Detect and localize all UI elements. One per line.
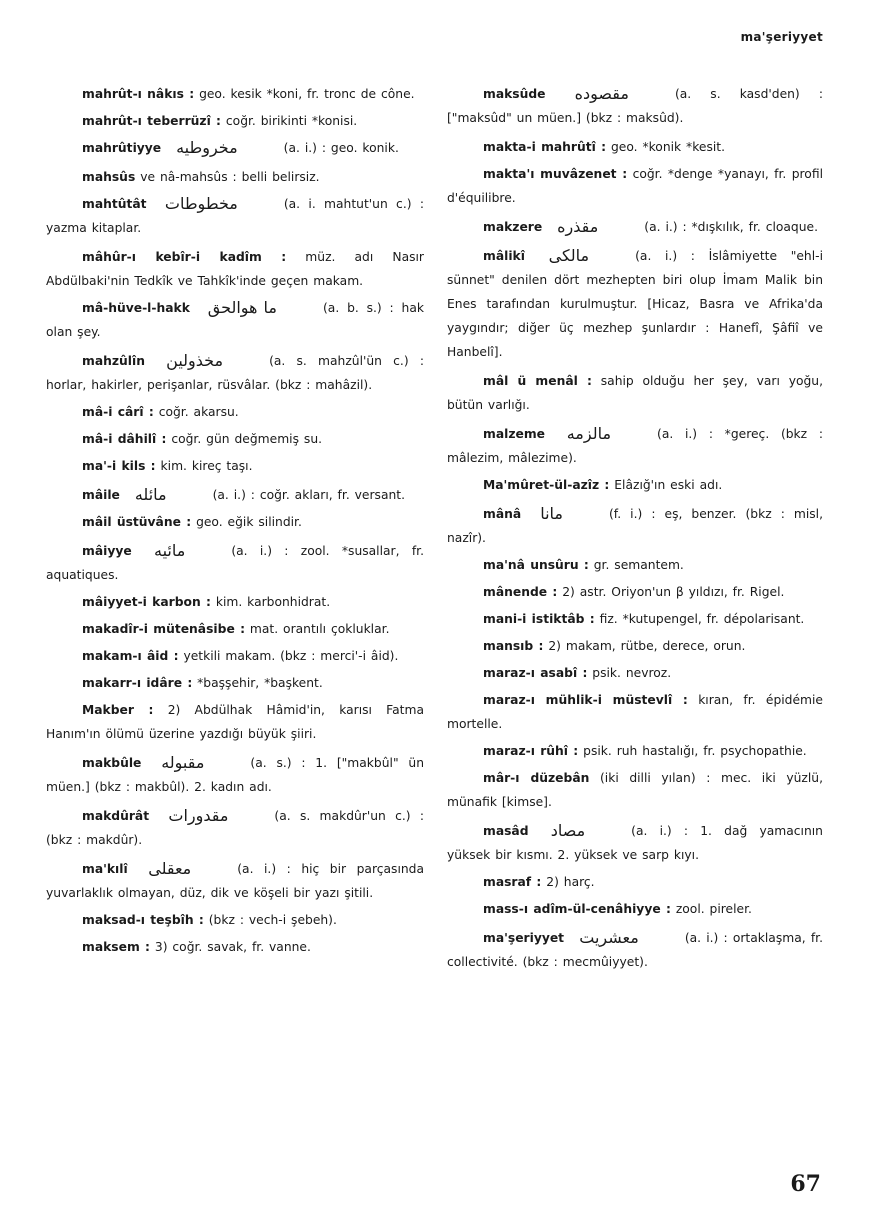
headword: mahsûs <box>82 170 136 184</box>
dictionary-entry <box>46 671 424 695</box>
definition: psik. ruh hastalığı, fr. psychopathie. <box>583 744 807 758</box>
headword: mâl ü menâl : <box>483 374 592 388</box>
dictionary-entry <box>46 427 424 451</box>
headword: makdûrât <box>82 809 150 823</box>
dictionary-entry <box>447 688 823 736</box>
dictionary-entry <box>46 751 424 799</box>
headword: mâile <box>82 488 120 502</box>
definition: (a. s. mahzûl'ün c.) : horlar, hakirler, perişanlar, rüsvâlar. (bkz : mahâzil). <box>46 354 424 392</box>
arabic-script: مخطوطات <box>164 194 238 213</box>
definition: (a. s.) : 1. ["makbûl" ün müen.] (bkz : makbûl). 2. kadın adı. <box>46 756 424 794</box>
dictionary-entry <box>447 502 823 550</box>
dictionary-entry <box>447 926 823 974</box>
arabic-script: مخروطيه <box>176 138 238 157</box>
definition: (a. i.) : coğr. akları, fr. versant. <box>212 488 405 502</box>
definition: geo. eğik silindir. <box>196 515 302 529</box>
definition: 2) makam, rütbe, derece, orun. <box>548 639 746 653</box>
dictionary-entry <box>447 897 823 921</box>
definition: kıran, fr. épidémie mortelle. <box>447 693 823 731</box>
headword: mahtûtât <box>82 197 147 211</box>
dictionary-entry <box>447 473 823 497</box>
definition: (a. b. s.) : hak olan şey. <box>46 301 424 339</box>
definition: ve nâ-mahsûs : belli belirsiz. <box>140 170 320 184</box>
definition: coğr. *denge *yanayı, fr. profil d'équilibre. <box>447 167 823 205</box>
arabic-script: مخذولين <box>166 351 224 370</box>
definition: 2) Abdülhak Hâmid'in, karısı Fatma Hanım'ın ölümü üzerine yazdığı büyük şiiri. <box>46 703 424 741</box>
dictionary-entry <box>46 804 424 852</box>
dictionary-entry <box>46 510 424 534</box>
headword: makzere <box>483 220 543 234</box>
dictionary-entry <box>46 454 424 478</box>
definition: zool. pireler. <box>675 902 752 916</box>
definition: geo. kesik *koni, fr. tronc de cône. <box>199 87 415 101</box>
dictionary-entry <box>46 908 424 932</box>
arabic-script: مالزمه <box>566 424 612 443</box>
headword: ma'kılî <box>82 862 128 876</box>
definition: (a. i.) : zool. *susallar, fr. aquatiques. <box>46 544 424 582</box>
headword: mahzûlîn <box>82 354 145 368</box>
definition: geo. *konik *kesit. <box>610 140 726 154</box>
arabic-script: معقلى <box>148 859 192 878</box>
definition: mat. orantılı çokluklar. <box>249 622 390 636</box>
arabic-script: مصاد <box>550 821 586 840</box>
dictionary-entry <box>46 644 424 668</box>
definition: (a. i.) : İslâmiyette "ehl-i sünnet" denilen dört mezhepten biri olup İmam Malik bin Enes tarafından kurulmuştur. [Hicaz, Basra ve Afrika'da yaygındır; diğer üç mezhep şunlardır : Hanefî, Şâfiî ve Hanbelî]. <box>447 249 823 359</box>
dictionary-entry <box>46 165 424 189</box>
headword: mâiyye <box>82 544 132 558</box>
definition: coğr. birikinti *konisi. <box>225 114 358 128</box>
headword: Ma'mûret-ül-azîz : <box>483 478 610 492</box>
headword: ma'nâ unsûru : <box>483 558 589 572</box>
definition: müz. adı Nasır Abdülbaki'nin Tedkîk ve Tahkîk'inde geçen makam. <box>46 250 424 288</box>
left-column <box>46 82 424 962</box>
arabic-script: مقبوله <box>161 753 205 772</box>
headword: mass-ı adîm-ül-cenâhiyye : <box>483 902 671 916</box>
headword: ma'-i kils : <box>82 459 156 473</box>
arabic-script: مانا <box>540 504 563 523</box>
arabic-script: مقصوده <box>574 84 629 103</box>
definition: kim. karbonhidrat. <box>215 595 331 609</box>
headword: maksûde <box>483 87 546 101</box>
headword: maraz-ı rûhî : <box>483 744 579 758</box>
right-column <box>447 82 823 977</box>
dictionary-entry <box>447 819 823 867</box>
dictionary-entry <box>46 617 424 641</box>
headword: mâr-ı düzebân <box>483 771 590 785</box>
arabic-script: مائيه <box>154 541 186 560</box>
dictionary-entry <box>46 349 424 397</box>
headword: mani-i istiktâb : <box>483 612 595 626</box>
dictionary-entry <box>46 590 424 614</box>
dictionary-entry <box>447 135 823 159</box>
dictionary-entry <box>46 857 424 905</box>
headword: mahrûtiyye <box>82 141 162 155</box>
arabic-script: مائله <box>134 485 167 504</box>
definition: (bkz : vech-i şebeh). <box>208 913 337 927</box>
dictionary-entry <box>447 553 823 577</box>
definition: (iki dilli yılan) : mec. iki yüzlü, münafik [kimse]. <box>447 771 823 809</box>
headword: ma'şeriyyet <box>483 931 565 945</box>
headword: mahrût-ı teberrüzî : <box>82 114 221 128</box>
definition: 2) harç. <box>546 875 595 889</box>
dictionary-entry <box>447 82 823 130</box>
definition: (f. i.) : eş, benzer. (bkz : misl, nazîr). <box>447 507 823 545</box>
dictionary-entry <box>46 82 424 106</box>
definition: coğr. akarsu. <box>158 405 239 419</box>
headword: makbûle <box>82 756 142 770</box>
dictionary-entry <box>447 870 823 894</box>
dictionary-entry <box>447 580 823 604</box>
headword: makarr-ı idâre : <box>82 676 193 690</box>
definition: (a. i.) : hiç bir parçasında yuvarlaklık olmayan, düz, dik ve köşeli bir yazı şitili. <box>46 862 424 900</box>
definition: (a. s. kasd'den) : ["maksûd" un müen.] (bkz : maksûd). <box>447 87 823 125</box>
headword: mâ-hüve-l-hakk <box>82 301 190 315</box>
headword: mânende : <box>483 585 558 599</box>
definition: (a. i.) : ortaklaşma, fr. collectivité. (bkz : mecmûiyyet). <box>447 931 823 969</box>
dictionary-entry <box>46 935 424 959</box>
definition: Elâzığ'ın eski adı. <box>614 478 723 492</box>
dictionary-entry <box>447 766 823 814</box>
arabic-script: مالكى <box>548 246 590 265</box>
headword: mâil üstüvâne : <box>82 515 192 529</box>
headword: maksad-ı teşbîh : <box>82 913 204 927</box>
headword: mâlikî <box>483 249 525 263</box>
definition: fiz. *kutupengel, fr. dépolarisant. <box>599 612 805 626</box>
headword: masraf : <box>483 875 542 889</box>
dictionary-entry <box>46 698 424 746</box>
running-head: ma'şeriyyet <box>740 30 823 44</box>
definition: (a. i.) : 1. dağ yamacının yüksek bir kısmı. 2. yüksek ve sarp kıyı. <box>447 824 823 862</box>
definition: sahip olduğu her şey, varı yoğu, bütün varlığı. <box>447 374 824 412</box>
definition: 3) coğr. savak, fr. vanne. <box>154 940 311 954</box>
dictionary-entry <box>46 296 424 344</box>
dictionary-entry <box>46 136 424 160</box>
headword: makam-ı âid : <box>82 649 179 663</box>
definition: yetkili makam. (bkz : merci'-i âid). <box>183 649 399 663</box>
headword: masâd <box>483 824 529 838</box>
dictionary-entry <box>46 400 424 424</box>
dictionary-entry <box>46 483 424 507</box>
dictionary-entry <box>447 607 823 631</box>
headword: mânâ <box>483 507 522 521</box>
arabic-script: مقدورات <box>168 806 229 825</box>
dictionary-entry <box>447 634 823 658</box>
dictionary-entry <box>447 244 823 364</box>
dictionary-entry <box>447 215 823 239</box>
definition: *başşehir, *başkent. <box>197 676 323 690</box>
headword: mahrût-ı nâkıs : <box>82 87 195 101</box>
headword: mâ-i dâhilî : <box>82 432 167 446</box>
headword: makadîr-i mütenâsibe : <box>82 622 245 636</box>
dictionary-entry <box>46 245 424 293</box>
definition: 2) astr. Oriyon'un β yıldızı, fr. Rigel. <box>562 585 785 599</box>
definition: gr. semantem. <box>593 558 684 572</box>
headword: malzeme <box>483 427 545 441</box>
definition: (a. s. makdûr'un c.) : (bkz : makdûr). <box>46 809 424 847</box>
headword: maraz-ı mühlik-i müstevlî : <box>483 693 688 707</box>
page-number: 67 <box>790 1171 821 1197</box>
definition: (a. i. mahtut'un c.) : yazma kitaplar. <box>46 197 424 235</box>
dictionary-entry <box>46 539 424 587</box>
headword: mansıb : <box>483 639 544 653</box>
dictionary-entry <box>447 422 823 470</box>
definition: psik. nevroz. <box>592 666 672 680</box>
definition: kim. kireç taşı. <box>160 459 253 473</box>
headword: maraz-ı asabî : <box>483 666 588 680</box>
dictionary-entry <box>447 162 823 210</box>
arabic-script: مقذره <box>557 217 599 236</box>
headword: mâ-i cârî : <box>82 405 154 419</box>
headword: maksem : <box>82 940 150 954</box>
arabic-script: معشريت <box>579 928 639 947</box>
dictionary-entry <box>447 661 823 685</box>
headword: makta'ı muvâzenet : <box>483 167 628 181</box>
dictionary-entry <box>46 109 424 133</box>
headword: Makber : <box>82 703 154 717</box>
definition: coğr. gün değmemiş su. <box>171 432 323 446</box>
definition: (a. i.) : *gereç. (bkz : mâlezim, mâlezime). <box>447 427 823 465</box>
arabic-script: ما هوالحق <box>207 298 277 317</box>
headword: mâiyyet-i karbon : <box>82 595 211 609</box>
dictionary-entry <box>46 192 424 240</box>
definition: (a. i.) : *dışkılık, fr. cloaque. <box>644 220 819 234</box>
dictionary-entry <box>447 739 823 763</box>
headword: makta-i mahrûtî : <box>483 140 607 154</box>
definition: (a. i.) : geo. konik. <box>283 141 399 155</box>
dictionary-entry <box>447 369 823 417</box>
headword: mâhûr-ı kebîr-i kadîm : <box>82 250 287 264</box>
